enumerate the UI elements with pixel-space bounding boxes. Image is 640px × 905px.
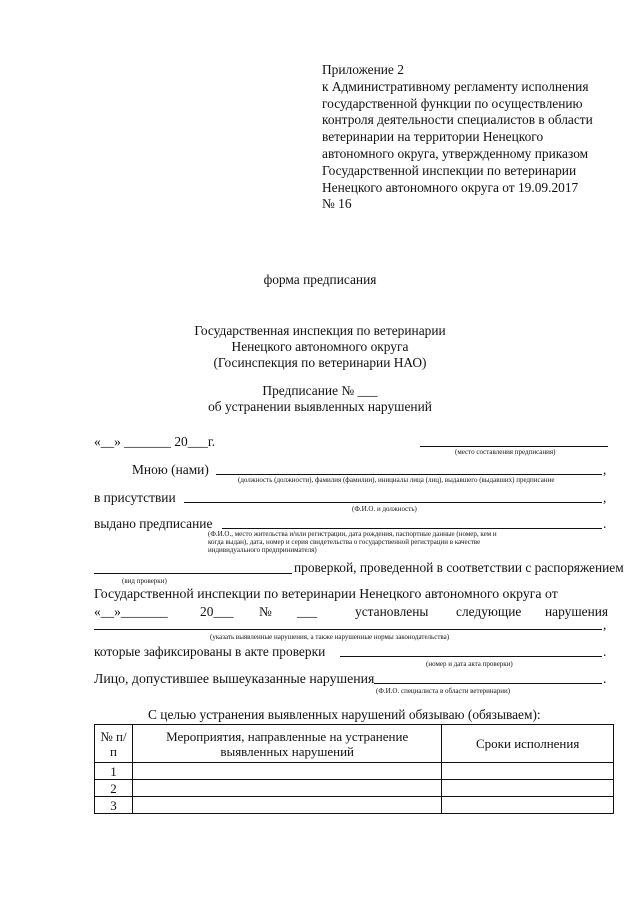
annex-line: Приложение 2 xyxy=(322,62,404,77)
measure-cell[interactable] xyxy=(133,780,442,797)
annex-line: контроля деятельности специалистов в области xyxy=(322,112,593,128)
issued-hint-2: когда выдан), дата, номер и серия свидетельства о государственной регистрации в качестве xyxy=(208,538,481,546)
row-number: 3 xyxy=(95,797,133,814)
inspection-line: Государственной инспекции по ветеринарии Ненецкого автономного округа от xyxy=(94,586,558,601)
act-hint: (номер и дата акта проверки) xyxy=(426,660,513,668)
deadline-cell[interactable] xyxy=(442,763,614,780)
date2-g: нарушения xyxy=(545,604,609,619)
header-num: № п/п xyxy=(95,725,133,763)
measure-cell[interactable] xyxy=(133,763,442,780)
table-row xyxy=(95,763,614,780)
org-line-3: (Госинспекция по ветеринарии НАО) xyxy=(213,355,427,370)
place-hint: (место составления предписания) xyxy=(455,448,556,456)
date2-c: № xyxy=(259,604,272,619)
header-deadline: Сроки исполнения xyxy=(442,725,614,763)
presence-label: в присутствии xyxy=(94,490,176,505)
deadline-cell[interactable] xyxy=(442,780,614,797)
org-line-2: Ненецкого автономного округа xyxy=(231,339,409,354)
act-label: которые зафиксированы в акте проверки xyxy=(94,644,326,659)
place-line[interactable] xyxy=(420,446,608,447)
issued-hint-1: (Ф.И.О., место жительства и/или регистрации, дата рождения, паспортные данные (номер, кем и xyxy=(208,530,497,538)
table-header-row xyxy=(95,725,614,763)
row-number: 2 xyxy=(95,780,133,797)
presence-hint: (Ф.И.О. и должность) xyxy=(352,505,417,513)
date2-a[interactable]: «__»_______ xyxy=(94,604,168,619)
person-line[interactable] xyxy=(374,683,602,684)
check-type-line[interactable] xyxy=(94,573,292,574)
measure-cell[interactable] xyxy=(133,797,442,814)
date-field[interactable]: «__» _______ 20___г. xyxy=(94,434,216,449)
issued-label: выдано предписание xyxy=(94,516,213,531)
violations-hint: (указать выявленные нарушения, а также нарушенные нормы законодательства) xyxy=(210,633,450,641)
annex-line: ветеринарии на территории Ненецкого xyxy=(322,129,544,145)
check-hint: (вид проверки) xyxy=(122,577,167,585)
check-text: проверкой, проведенной в соответствии с распоряжением xyxy=(294,560,624,575)
by-me-label: Мною (нами) xyxy=(132,462,209,477)
measures-table xyxy=(94,724,614,814)
annex-line: государственной функции по осуществлению xyxy=(322,95,583,111)
person-label: Лицо, допустившее вышеуказанные нарушения xyxy=(94,671,375,686)
form-title: форма предписания xyxy=(263,272,377,287)
org-line-1: Государственная инспекция по ветеринарии xyxy=(194,323,446,338)
table-row xyxy=(95,797,614,814)
order-subtitle: об устранении выявленных нарушений xyxy=(208,399,432,414)
obligation-text: С целью устранения выявленных нарушений обязываю (обязываем): xyxy=(148,707,541,722)
date2-d[interactable]: ___ xyxy=(297,604,318,619)
deadline-cell[interactable] xyxy=(442,797,614,814)
act-line[interactable] xyxy=(340,656,602,657)
date2-f: следующие xyxy=(456,604,522,619)
header-measures: Мероприятия, направленные на устранение выявленных нарушений xyxy=(133,725,442,763)
issued-line[interactable] xyxy=(222,528,602,529)
annex-line: Государственной инспекции по ветеринарии xyxy=(322,162,577,178)
violations-line[interactable] xyxy=(94,629,602,630)
by-me-hint: (должность (должности), фамилия (фамилии), инициалы лица (лиц), выдавшего (выдавших) предписание xyxy=(238,476,555,484)
person-hint: (Ф.И.О. специалиста в области ветеринарии) xyxy=(376,687,511,695)
by-me-line[interactable] xyxy=(216,474,602,475)
issued-hint-3: индивидуального предпринимателя) xyxy=(208,546,317,554)
presence-line[interactable] xyxy=(184,502,602,503)
annex-line: № 16 xyxy=(322,196,352,212)
annex-line: автономного округа, утвержденному приказом xyxy=(322,145,589,161)
order-title: Предписание № ___ xyxy=(262,383,378,398)
table-row xyxy=(95,780,614,797)
annex-line: Ненецкого автономного округа от 19.09.2017 xyxy=(322,179,579,195)
row-number: 1 xyxy=(95,763,133,780)
annex-line: к Административному регламенту исполнения xyxy=(322,78,589,94)
annex-block xyxy=(322,62,593,213)
date2-b[interactable]: 20___ xyxy=(200,604,234,619)
date2-e: установлены xyxy=(355,604,429,619)
